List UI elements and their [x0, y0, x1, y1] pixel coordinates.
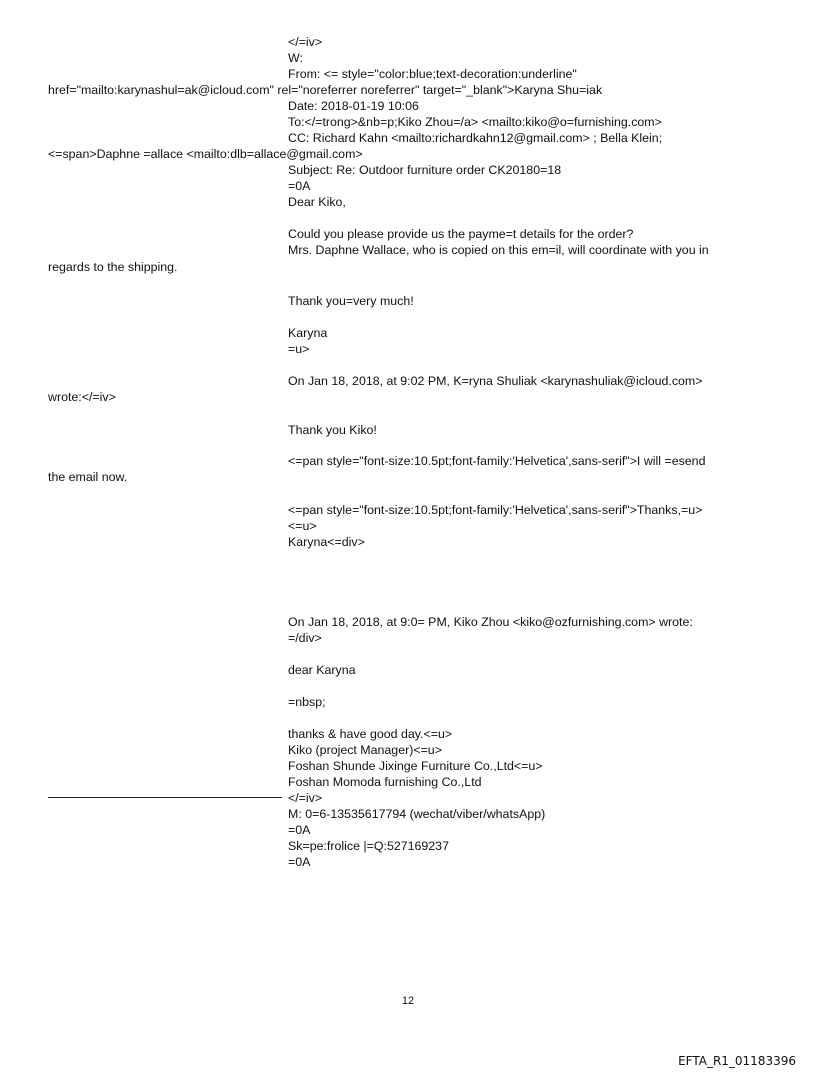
body-line: Thank you=very much! — [288, 294, 414, 308]
body-line: =u> — [288, 342, 310, 356]
body-line: Mrs. Daphne Wallace, who is copied on this em=il, will coordinate with you in — [288, 243, 709, 257]
body-line: =0A — [288, 823, 311, 837]
document-id: EFTA_R1_01183396 — [678, 1054, 796, 1068]
body-line: href="mailto:karynashul=ak@icloud.com" rel="noreferrer noreferrer" target="_blank">Karyna Shu=iak — [48, 83, 603, 97]
body-line: <=pan style="font-size:10.5pt;font-family:'Helvetica',sans-serif">Thanks,=u> — [288, 503, 703, 517]
body-line: On Jan 18, 2018, at 9:0= PM, Kiko Zhou <kiko@ozfurnishing.com> wrote: — [288, 615, 693, 629]
body-line: =0A — [288, 855, 311, 869]
body-line: thanks & have good day.<=u> — [288, 727, 453, 741]
body-line: </=iv> — [288, 791, 323, 805]
body-line: Thank you Kiko! — [288, 423, 377, 437]
body-line: Kiko (project Manager)<=u> — [288, 743, 442, 757]
body-line: On Jan 18, 2018, at 9:02 PM, K=ryna Shuliak <karynashuliak@icloud.com> — [288, 374, 703, 388]
body-line: </=iv> — [288, 35, 323, 49]
body-line: From: <= style="color:blue;text-decoration:underline" — [288, 67, 577, 81]
body-line: W: — [288, 51, 303, 65]
body-line: dear Karyna — [288, 663, 356, 677]
body-line: <=span>Daphne =allace <mailto:dlb=allace@gmail.com> — [48, 147, 363, 161]
body-line: Subject: Re: Outdoor furniture order CK20180=18 — [288, 163, 562, 177]
separator-line — [48, 797, 282, 798]
body-line: M: 0=6-13535617794 (wechat/viber/whatsApp) — [288, 807, 546, 821]
body-line: =nbsp; — [288, 695, 326, 709]
body-line: regards to the shipping. — [48, 260, 178, 274]
body-line: the email now. — [48, 470, 128, 484]
body-line: =0A — [288, 179, 311, 193]
page-number: 12 — [401, 995, 415, 1007]
body-line: Sk=pe:frolice |=Q:527169237 — [288, 839, 449, 853]
body-line: Date: 2018-01-19 10:06 — [288, 99, 419, 113]
body-line: Foshan Shunde Jixinge Furniture Co.,Ltd<=u> — [288, 759, 543, 773]
body-line: To:</=trong>&nb=p;Kiko Zhou=/a> <mailto:kiko@o=furnishing.com> — [288, 115, 662, 129]
body-line: Could you please provide us the payme=t details for the order? — [288, 227, 634, 241]
body-line: <=u> — [288, 519, 317, 533]
body-line: Foshan Momoda furnishing Co.,Ltd — [288, 775, 482, 789]
body-line: =/div> — [288, 631, 322, 645]
body-line: Karyna — [288, 326, 328, 340]
body-line: Karyna<=div> — [288, 535, 365, 549]
body-line: Dear Kiko, — [288, 195, 346, 209]
body-line: <=pan style="font-size:10.5pt;font-family:'Helvetica',sans-serif">I will =esend — [288, 454, 706, 468]
body-line: CC: Richard Kahn <mailto:richardkahn12@gmail.com> ; Bella Klein; — [288, 131, 663, 145]
body-line: wrote:</=iv> — [48, 390, 116, 404]
